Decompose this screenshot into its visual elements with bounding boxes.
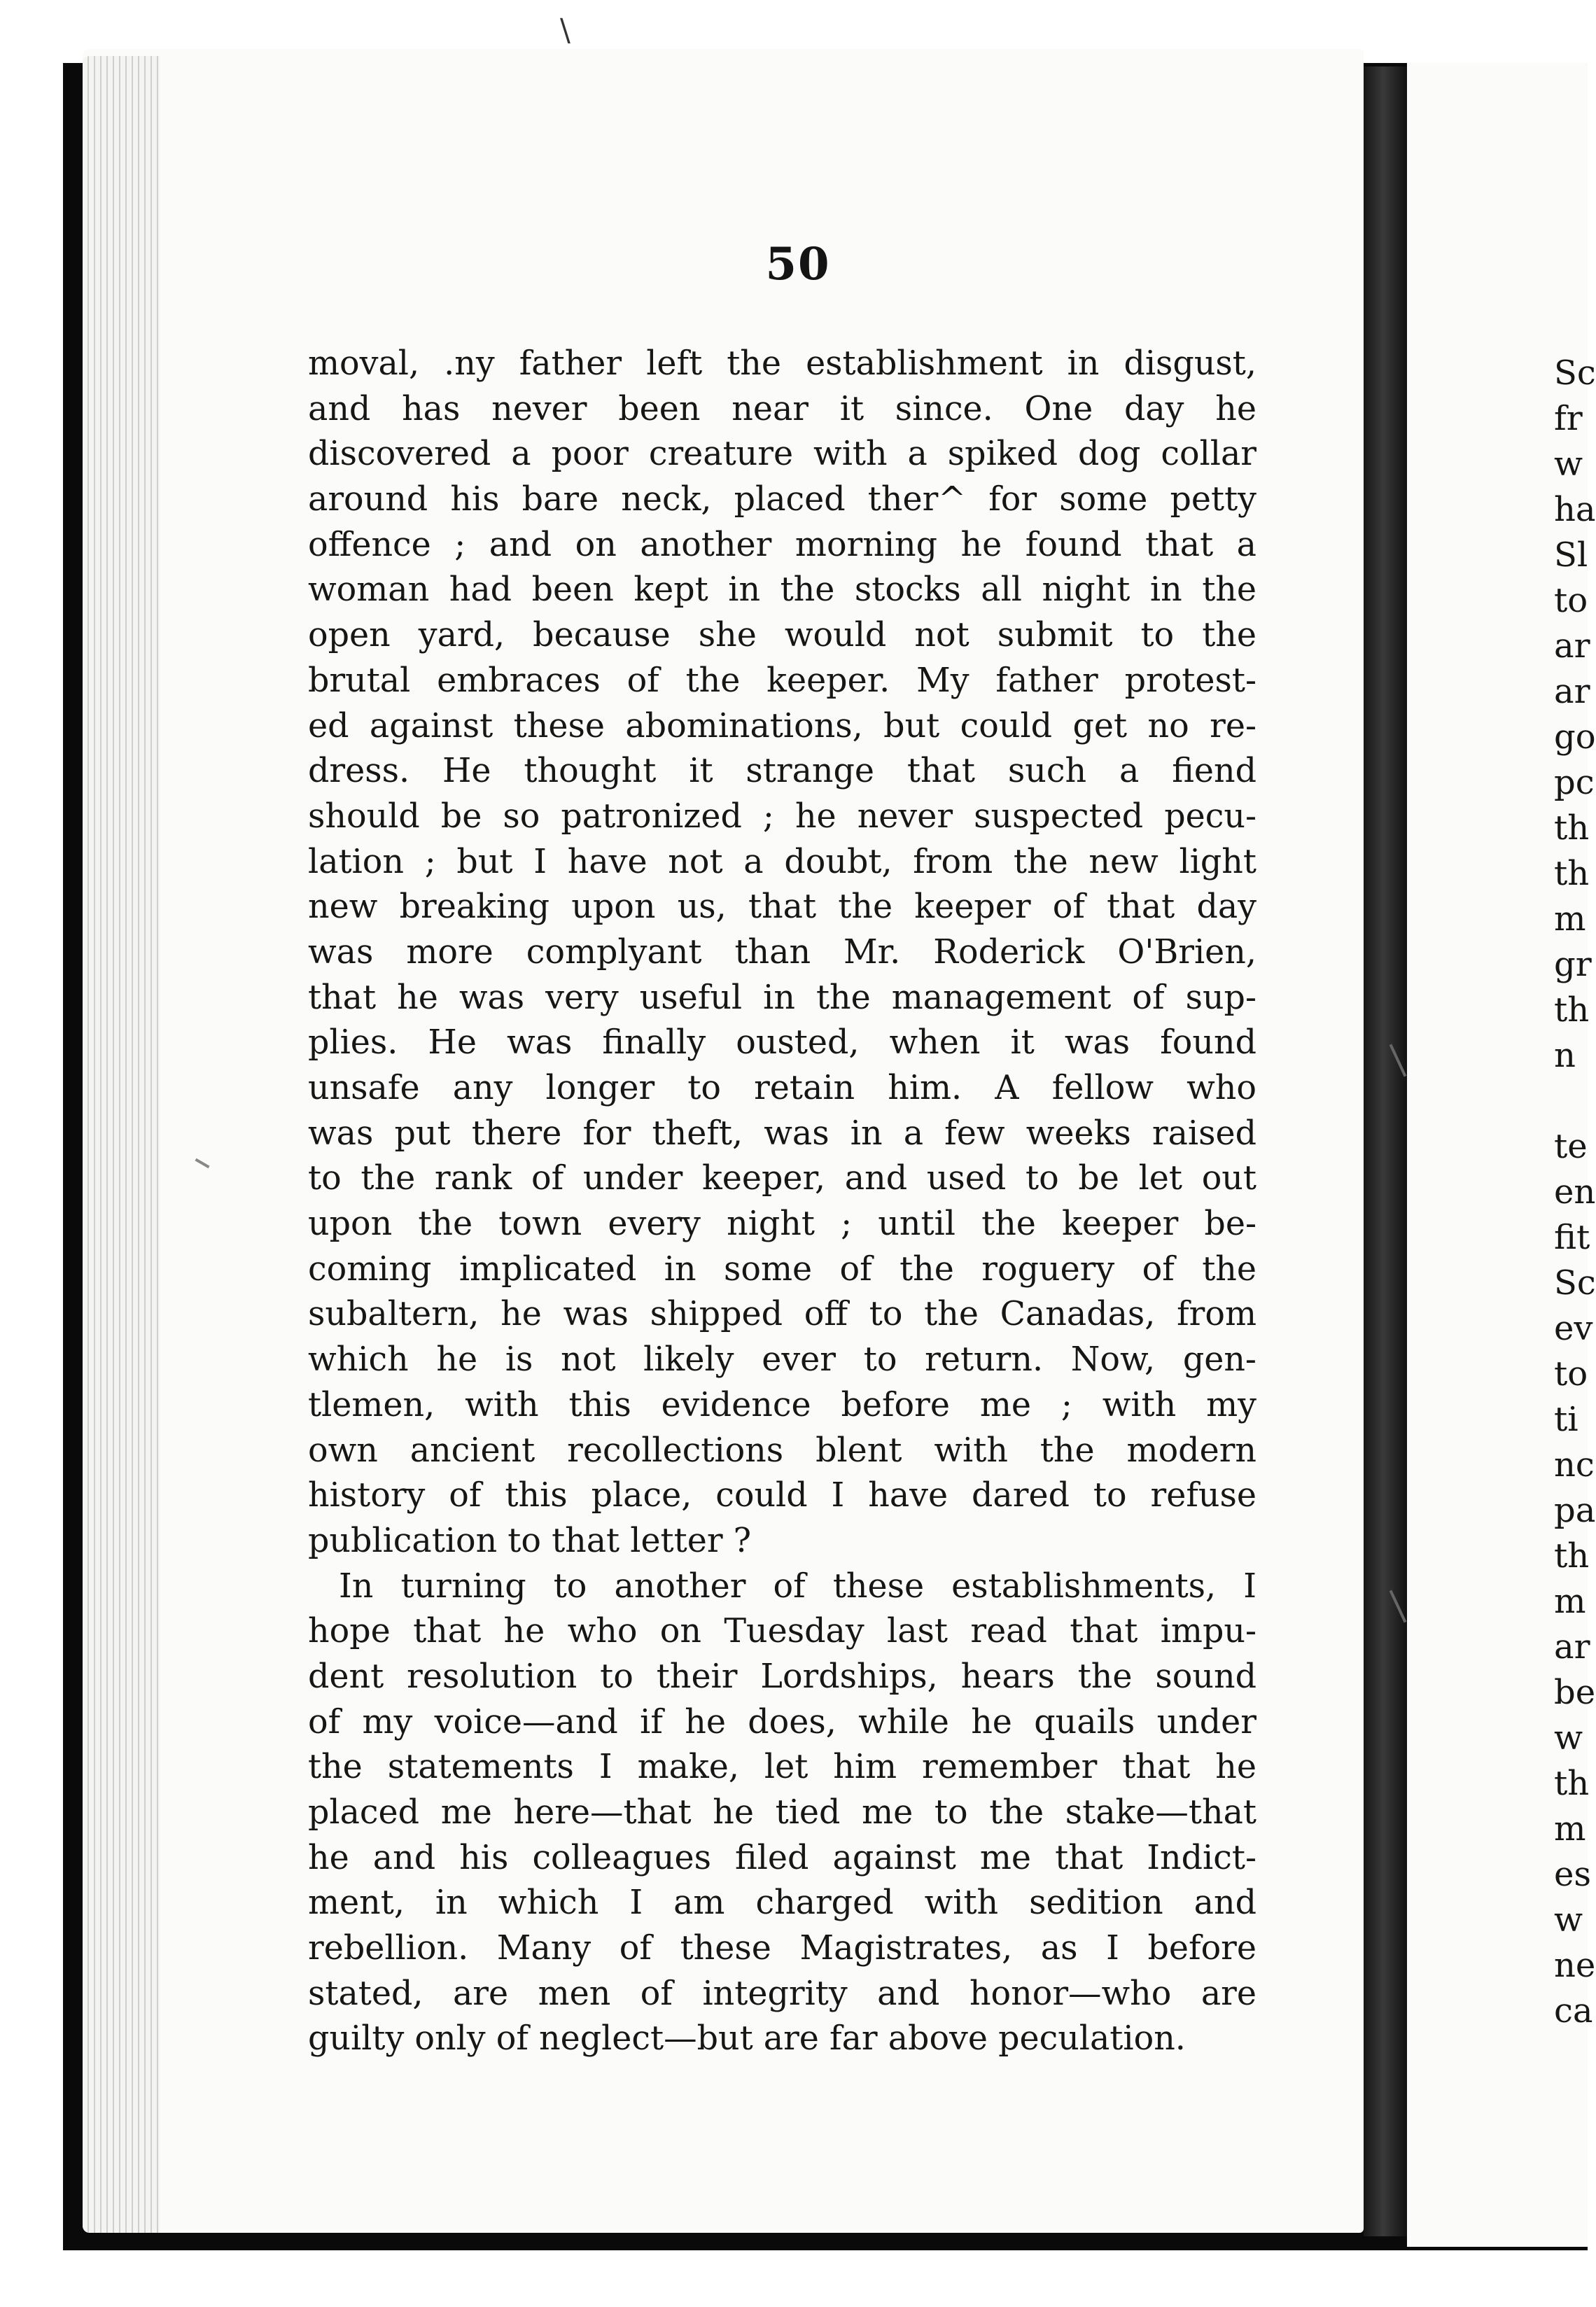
text-line: of my voice—and if he does, while he quails under [308,1702,1256,1741]
facing-page-fragment: ar [1554,626,1590,666]
facing-page-fragment: n [1554,1036,1576,1075]
text-line: moval, .ny father left the establishment in disgust, [308,344,1256,383]
facing-page-fragment: en [1554,1172,1596,1212]
text-line: coming implicated in some of the roguery of the [308,1249,1256,1289]
text-line: dent resolution to their Lordships, hears the sound [308,1657,1256,1696]
text-line: offence ; and on another morning he found that a [308,525,1256,564]
facing-page-fragment: ne [1554,1946,1596,1985]
text-line: rebellion. Many of these Magistrates, as I before [308,1929,1256,1968]
text-line: should be so patronized ; he never suspected pecu- [308,797,1256,836]
page-edges [83,56,160,2233]
facing-page-fragment: th [1554,808,1590,848]
text-line: plies. He was finally ousted, when it was found [308,1023,1256,1063]
facing-page-fragment: Sc [1554,1263,1596,1303]
facing-page-fragment: Sl [1554,535,1588,575]
facing-page-fragment: ar [1554,672,1590,711]
facing-page-fragment: nc [1554,1445,1595,1485]
text-line: upon the town every night ; until the keeper be- [308,1205,1256,1244]
facing-page-fragment: ca [1554,1991,1593,2031]
facing-page-fragment: pa [1554,1491,1596,1530]
facing-page-fragment: th [1554,990,1590,1030]
text-line: that he was very useful in the management of sup- [308,978,1256,1017]
text-line: dress. He thought it strange that such a fiend [308,752,1256,791]
text-line: around his bare neck, placed ther^ for some petty [308,480,1256,519]
facing-page-fragment: th [1554,1764,1590,1803]
facing-page-fragment: go [1554,717,1596,757]
text-line: which he is not likely ever to return. Now, gen- [308,1340,1256,1380]
text-line: discovered a poor creature with a spiked dog collar [308,435,1256,474]
facing-page-fragment: fit [1554,1218,1590,1257]
text-line: and has never been near it since. One day he [308,389,1256,428]
text-line: the statements I make, let him remember that he [308,1748,1256,1787]
text-line: woman had been kept in the stocks all night in the [308,570,1256,610]
text-line: tlemen, with this evidence before me ; with my [308,1385,1256,1424]
text-line: he and his colleagues filed against me that Indict- [308,1838,1256,1877]
text-line: history of this place, could I have dared to refuse [308,1476,1256,1515]
text-line: brutal embraces of the keeper. My father protest- [308,661,1256,700]
facing-page-fragment: ar [1554,1627,1590,1667]
facing-page-fragment: th [1554,1536,1590,1576]
text-line: stated, are men of integrity and honor—who are [308,1974,1256,2013]
scan-left-margin [0,0,63,2307]
page-number: 50 [765,238,831,290]
facing-page-fragment: m [1554,899,1586,939]
facing-page-fragment: w [1554,1718,1583,1758]
text-line: was more complyant than Mr. Roderick O'Brien, [308,932,1256,972]
text-line: ment, in which I am charged with sedition and [308,1884,1256,1923]
text-line: placed me here—that he tied me to the stake—that [308,1793,1256,1832]
text-line: lation ; but I have not a doubt, from the new light [308,842,1256,881]
text-line: to the rank of under keeper, and used to be let out [308,1159,1256,1198]
facing-page-fragment: m [1554,1809,1586,1849]
scan-bottom-margin [0,2250,1588,2307]
facing-page-fragment: w [1554,444,1583,484]
text-line: open yard, because she would not submit to the [308,616,1256,655]
facing-page-fragment: Sc [1554,353,1596,393]
facing-page-fragment: ev [1554,1309,1593,1348]
text-line: new breaking upon us, that the keeper of that day [308,888,1256,927]
top-tick-mark: \ [560,13,570,48]
facing-page-fragment: te [1554,1127,1588,1166]
text-line: subaltern, he was shipped off to the Canadas, from [308,1295,1256,1334]
facing-page-fragment: fr [1554,399,1583,438]
text-line: own ancient recollections blent with the modern [308,1431,1256,1470]
facing-page-fragment: es [1554,1855,1592,1894]
facing-page-fragment: m [1554,1582,1586,1621]
facing-page-fragment: to [1554,1354,1588,1394]
facing-page-fragment: to [1554,581,1588,620]
book-gutter [1364,66,1407,2236]
text-line: unsafe any longer to retain him. A fellow who [308,1069,1256,1107]
text-line: publication to that letter ? [308,1521,752,1560]
text-line: guilty only of neglect—but are far above peculation. [308,2019,1186,2059]
facing-page-fragment: th [1554,854,1590,893]
text-line: ed against these abominations, but could get no re- [308,706,1256,745]
facing-page-fragment: w [1554,1900,1583,1940]
facing-page-fragment: pc [1554,763,1595,802]
facing-page-fragment: ti [1554,1400,1578,1439]
facing-page-fragment: gr [1554,945,1592,984]
facing-page-fragment: be [1554,1673,1596,1712]
facing-page-fragment: ha [1554,490,1596,529]
text-line: In turning to another of these establishments, I [339,1566,1256,1606]
text-line: hope that he who on Tuesday last read that impu- [308,1612,1256,1651]
text-line: was put there for theft, was in a few weeks raised [308,1114,1256,1153]
body-text [308,342,1256,2062]
